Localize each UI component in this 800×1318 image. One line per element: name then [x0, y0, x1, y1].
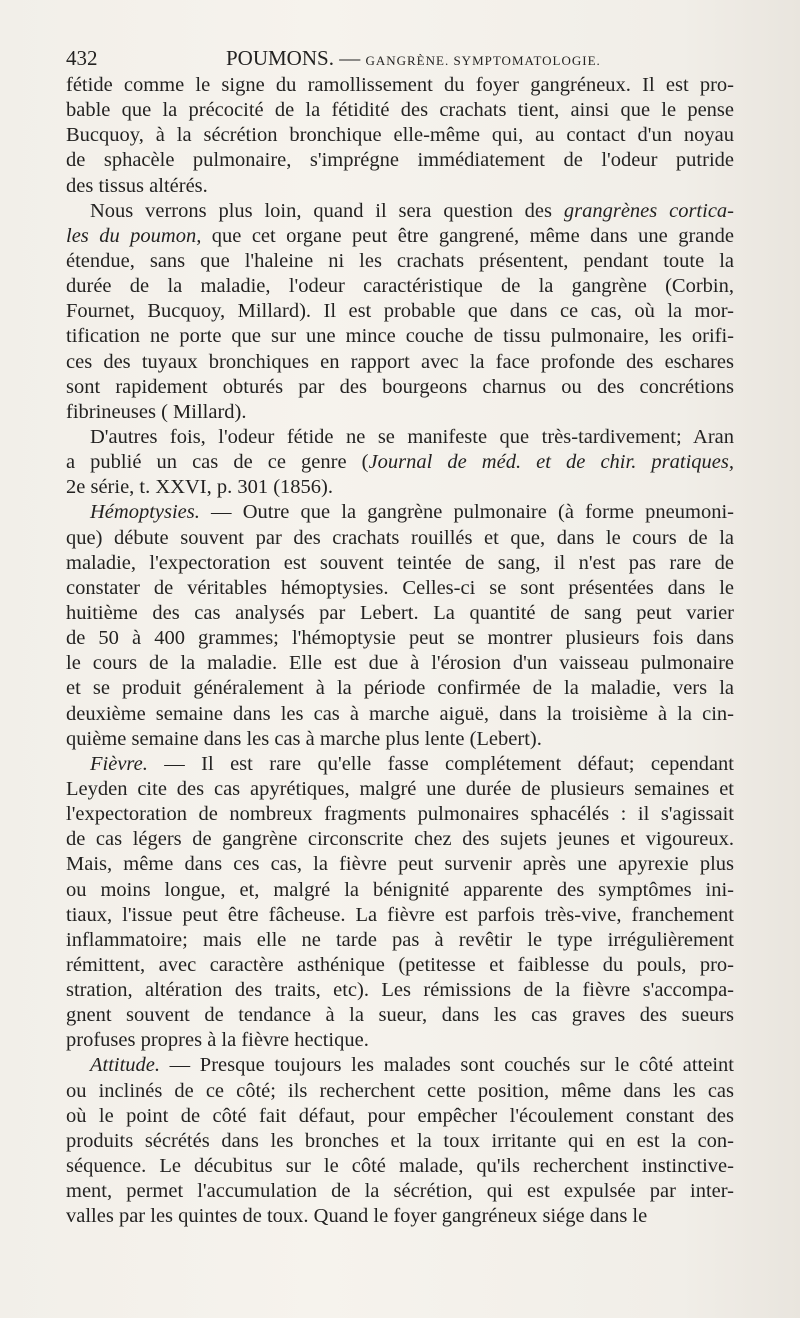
text-line — [66, 73, 734, 98]
text-segment: où le point de côté fait défaut, pour empêcher l'écoulement constant des — [66, 1104, 734, 1127]
text-segment: ou inclinés de ce côté; ils recherchent cette position, même dans les cas — [66, 1079, 734, 1102]
text-line — [66, 1129, 734, 1154]
text-segment: produits sécrétés dans les bronches et la toux irritante qui en est la con- — [66, 1129, 734, 1152]
text-segment: fibrineuses ( Millard). — [66, 400, 247, 423]
text-line — [66, 576, 734, 601]
text-segment: a publié un cas de ce genre ( — [66, 451, 369, 474]
text-segment: rémittent, avec caractère asthénique (petitesse et faiblesse du pouls, pro- — [66, 953, 734, 976]
text-segment: ment, permet l'accumulation de la sécrétion, qui est expulsée par inter- — [66, 1180, 734, 1203]
italic-segment: Attitude. — [90, 1054, 161, 1077]
text-line — [66, 777, 734, 802]
text-line — [66, 425, 734, 450]
text-segment: Fournet, Bucquoy, Millard). Il est probable que dans ce cas, où la mor- — [66, 300, 734, 323]
text-line — [66, 324, 734, 349]
text-line — [66, 1179, 734, 1204]
text-line — [66, 852, 734, 877]
text-line — [66, 224, 734, 249]
text-line — [66, 123, 734, 148]
text-segment: bable que la précocité de la fétidité des crachats tient, ainsi que le pense — [66, 99, 734, 122]
text-line — [66, 727, 734, 752]
text-line — [66, 551, 734, 576]
text-line — [66, 450, 734, 475]
text-segment: fétide comme le signe du ramollissement du foyer gangréneux. Il est pro- — [66, 74, 734, 96]
italic-segment: Hémoptysies. — [90, 501, 200, 524]
text-line — [66, 928, 734, 953]
text-line — [66, 526, 734, 551]
text-segment: de cas légers de gangrène circonscrite chez des sujets jeunes et vigoureux. — [66, 828, 734, 851]
text-line — [66, 475, 734, 500]
body-text — [66, 73, 734, 1229]
text-segment: que cet organe peut être gangrené, même dans une grande — [201, 224, 734, 247]
text-line — [66, 827, 734, 852]
text-line — [66, 953, 734, 978]
text-segment: de sphacèle pulmonaire, s'imprégne immédiatement de l'odeur putride — [66, 149, 734, 172]
text-line — [66, 1028, 734, 1053]
text-line — [66, 1104, 734, 1129]
text-segment: Leyden cite des cas apyrétiques, malgré une durée de plusieurs semaines et — [66, 777, 734, 800]
text-line — [66, 249, 734, 274]
text-segment: deuxième semaine dans les cas à marche aiguë, dans la troisième à la cin- — [66, 702, 734, 725]
text-segment: quième semaine dans les cas à marche plus lente (Lebert). — [66, 727, 542, 750]
text-segment: étendue, sans que l'haleine ni les crachats présentent, pendant toute la — [66, 249, 734, 272]
text-segment: — Presque toujours les malades sont couchés sur le côté atteint — [160, 1054, 734, 1077]
text-line — [66, 98, 734, 123]
page-header — [66, 44, 742, 72]
text-line — [66, 500, 734, 525]
text-line — [66, 878, 734, 903]
italic-segment: grangrènes cortica- — [563, 199, 734, 222]
text-segment: Nous verrons plus loin, quand il sera question des — [90, 199, 564, 222]
text-line — [66, 802, 734, 827]
text-segment: ou moins longue, et, malgré la bénignité apparente des symptômes ini- — [66, 878, 734, 901]
text-segment: 2e série, t. XXVI, p. 301 (1856). — [66, 476, 334, 499]
text-line — [66, 1053, 734, 1078]
page-number: 432 — [66, 46, 98, 70]
text-segment: stration, altération des traits, etc). Les rémissions de la fièvre s'accompa- — [66, 979, 734, 1002]
text-segment: Bucquoy, à la sécrétion bronchique elle-même qui, au contact d'un noyau — [66, 124, 734, 147]
text-segment: profuses propres à la fièvre hectique. — [66, 1029, 369, 1052]
text-segment: l'expectoration de nombreux fragments pulmonaires sphacélés : il s'agissait — [66, 803, 734, 826]
text-segment: — Outre que la gangrène pulmonaire (à forme pneumoni- — [199, 501, 734, 524]
text-line — [66, 651, 734, 676]
text-line — [66, 299, 734, 324]
text-segment: et se produit généralement à la période confirmée de la maladie, vers la — [66, 677, 734, 700]
text-line — [66, 174, 734, 199]
text-line — [66, 1003, 734, 1028]
text-segment: valles par les quintes de toux. Quand le foyer gangréneux siége dans le — [66, 1205, 648, 1228]
text-line — [66, 626, 734, 651]
italic-segment: les du poumon, — [66, 224, 202, 247]
text-line — [66, 148, 734, 173]
running-head-main: POUMONS. — — [226, 46, 361, 70]
text-segment: constater de véritables hémoptysies. Celles-ci se sont présentées dans le — [66, 576, 734, 599]
text-line — [66, 400, 734, 425]
text-segment: tiaux, l'issue peut être fâcheuse. La fièvre est parfois très-vive, franchement — [66, 903, 734, 926]
text-line — [66, 1204, 734, 1229]
text-segment: D'autres fois, l'odeur fétide ne se manifeste que très-tardivement; Aran — [90, 425, 734, 448]
text-segment: le cours de la maladie. Elle est due à l'érosion d'un vaisseau pulmonaire — [66, 652, 734, 675]
text-segment: maladie, l'expectoration est souvent teintée de sang, il n'est pas rare de — [66, 551, 734, 574]
text-line — [66, 702, 734, 727]
text-segment: inflammatoire; mais elle ne tarde pas à revêtir le type irrégulièrement — [66, 928, 734, 951]
text-line — [66, 676, 734, 701]
text-line — [66, 1079, 734, 1104]
text-line — [66, 350, 734, 375]
text-segment: ces des tuyaux bronchiques en rapport avec la face profonde des eschares — [66, 350, 734, 373]
text-segment: des tissus altérés. — [66, 174, 208, 197]
text-segment: séquence. Le décubitus sur le côté malade, qu'ils recherchent instinctive- — [66, 1155, 734, 1178]
running-head — [226, 44, 601, 75]
running-head-sub: GANGRÈNE. SYMPTOMATOLOGIE. — [365, 53, 601, 68]
text-segment: — Il est rare qu'elle fasse complétement défaut; cependant — [147, 752, 734, 775]
text-segment: huitième des cas analysés par Lebert. La quantité de sang peut varier — [66, 601, 734, 624]
text-segment: Mais, même dans ces cas, la fièvre peut survenir après une apyrexie plus — [66, 853, 734, 876]
text-line — [66, 903, 734, 928]
text-line — [66, 1154, 734, 1179]
text-line — [66, 199, 734, 224]
text-line — [66, 375, 734, 400]
italic-segment: Fièvre. — [90, 752, 148, 775]
text-segment: que) débute souvent par des crachats rouillés et que, dans le cours de la — [66, 526, 734, 549]
text-segment: gnent souvent de tendance à la sueur, dans les cas graves des sueurs — [66, 1004, 734, 1027]
text-segment: tification ne porte que sur une mince couche de tissu pulmonaire, les orifi- — [66, 325, 734, 348]
text-segment: de 50 à 400 grammes; l'hémoptysie peut se montrer plusieurs fois dans — [66, 627, 734, 650]
text-segment: durée de la maladie, l'odeur caractéristique de la gangrène (Corbin, — [66, 275, 734, 298]
text-line — [66, 752, 734, 777]
text-line — [66, 274, 734, 299]
text-line — [66, 601, 734, 626]
italic-segment: Journal de méd. et de chir. pratiques, — [368, 451, 734, 474]
text-line — [66, 978, 734, 1003]
text-segment: sont rapidement obturés par des bourgeons charnus ou des concrétions — [66, 375, 734, 398]
